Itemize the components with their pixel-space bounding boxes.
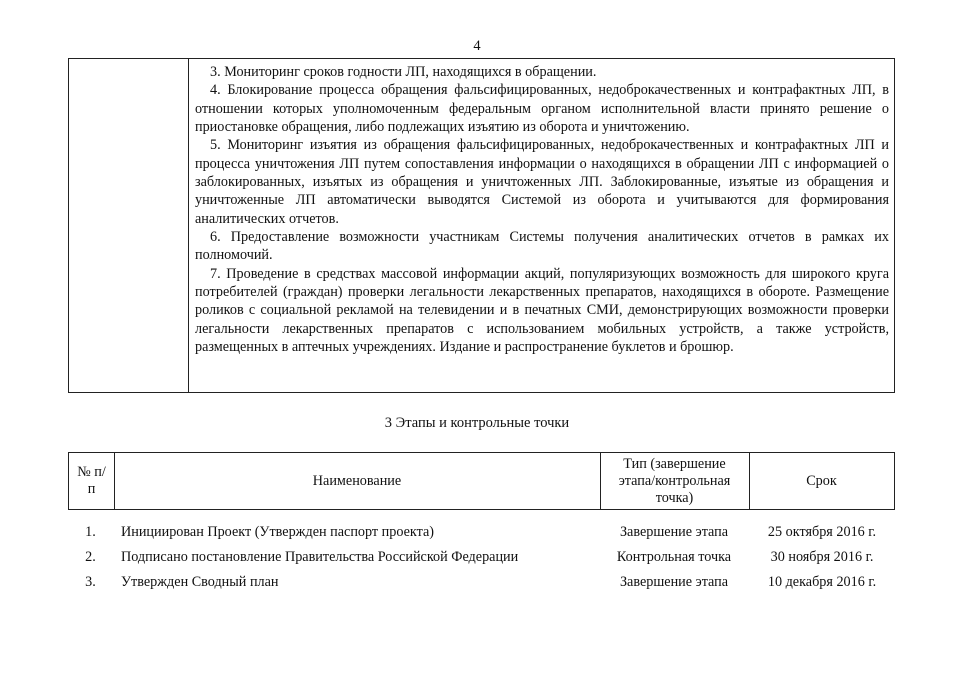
row-name: Подписано постановление Правительства Российской Федерации bbox=[121, 549, 519, 565]
section-title: 3 Этапы и контрольные точки bbox=[384, 415, 570, 431]
table-row bbox=[0, 572, 954, 592]
row-name: Инициирован Проект (Утвержден паспорт проекта) bbox=[121, 524, 435, 540]
row-number: 2. bbox=[85, 549, 96, 565]
page-number: 4 bbox=[473, 38, 481, 54]
table-row bbox=[0, 522, 954, 542]
header-deadline: Срок bbox=[806, 472, 837, 489]
measure-item: 7. Проведение в средствах массовой информации акций, популяризующих возможность для широкого круга потребителей (граждан) проверки легальности лекарственных препаратов, находящихся в обороте. Размещение роликов с социальной рекламой на телевидении и в печатных СМИ, демонстрирующих возможности проверки легальности лекарственных препаратов с использованием мобильных устройств, а также устройств, размещенных в аптечных учреждениях. Издание и распространение буклетов и брошюр. bbox=[195, 265, 889, 356]
row-number: 1. bbox=[85, 524, 96, 540]
header-number: № п/п bbox=[77, 464, 106, 497]
row-type: Контрольная точка bbox=[616, 549, 732, 565]
row-type: Завершение этапа bbox=[619, 574, 729, 590]
stages-table-header bbox=[68, 452, 895, 510]
row-name: Утвержден Сводный план bbox=[121, 574, 279, 590]
table-row bbox=[0, 547, 954, 567]
measures-table bbox=[68, 58, 895, 393]
row-deadline: 30 ноября 2016 г. bbox=[770, 549, 874, 565]
measure-item: 4. Блокирование процесса обращения фальсифицированных, недоброкачественных и контрафактных ЛП, в отношении которых уполномоченным федеральным органом исполнительной власти принято решение о приостановке обращения, либо подлежащих изъятию из оборота и уничтожению. bbox=[195, 82, 889, 136]
table-column-divider bbox=[188, 59, 189, 392]
row-deadline: 25 октября 2016 г. bbox=[767, 524, 877, 540]
row-deadline: 10 декабря 2016 г. bbox=[767, 574, 877, 590]
measure-item: 6. Предоставление возможности участникам Системы получения аналитических отчетов в рамках их полномочий. bbox=[195, 229, 889, 264]
header-type: Тип (завершение этапа/контрольная точка) bbox=[618, 455, 731, 506]
measures-cell bbox=[195, 63, 889, 357]
row-type: Завершение этапа bbox=[619, 524, 729, 540]
measure-item: 5. Мониторинг изъятия из обращения фальсифицированных, недоброкачественных и контрафактных ЛП и процесса уничтожения ЛП путем сопоставления информации о находящихся в обращении ЛП с информацией о заблокированных, изъятых из обращения и уничтоженных ЛП. Заблокированные, изъятые из обращения и уничтоженные ЛП автоматически выводятся Системой из оборота и учитываются для формирования аналитических отчетов. bbox=[195, 137, 889, 227]
row-number: 3. bbox=[85, 574, 96, 590]
header-name: Наименование bbox=[312, 472, 402, 489]
measure-item: 3. Мониторинг сроков годности ЛП, находящихся в обращении. bbox=[210, 64, 597, 80]
